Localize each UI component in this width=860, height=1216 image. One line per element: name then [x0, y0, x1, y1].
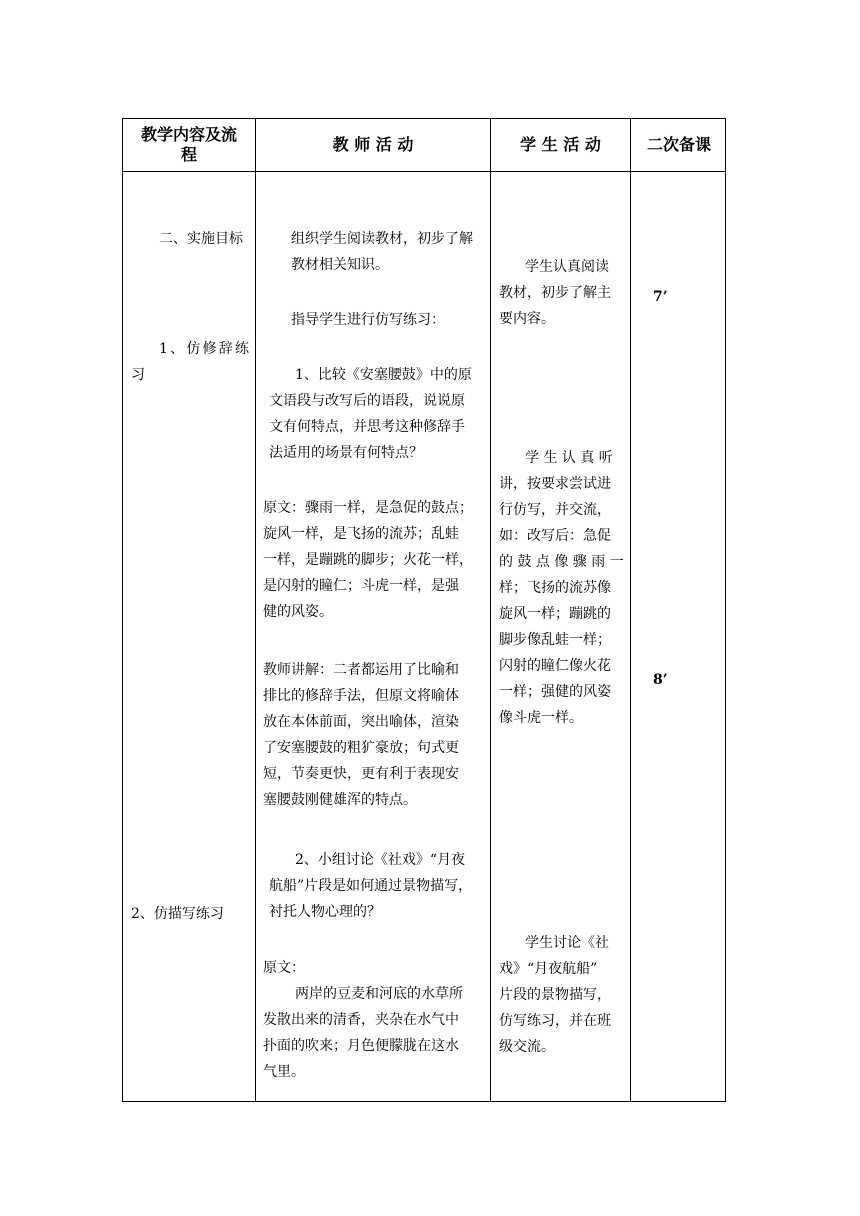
teacher-explain-line2: 排比的修辞手法，但原文将喻体	[263, 688, 459, 704]
teacher-q1-line4: 法适用的场景有何特点？	[269, 445, 423, 461]
teacher-q1-line2: 文语段与改写后的语段，说说原	[269, 393, 465, 409]
teacher-original-line3: 一样，是蹦跳的脚步；火花一样，	[263, 552, 473, 568]
header-content-flow	[123, 119, 255, 171]
teacher-explain-line1: 教师讲解：二者都运用了比喻和	[263, 662, 459, 678]
student-c-line4: 仿写练习，并在班	[499, 1013, 611, 1029]
student-a-line1: 学生认真阅读	[525, 259, 609, 275]
section-rhetoric-practice-line1: 1 、 仿 修 辞 练	[159, 341, 249, 357]
student-b-line10: 一样；强健的风姿	[499, 684, 611, 700]
section-description-practice: 2、仿描写练习	[131, 906, 224, 922]
teacher-original2-line4: 气里。	[263, 1064, 305, 1080]
student-b-line3: 行仿写，并交流，	[499, 502, 611, 518]
teacher-original2-label: 原文：	[263, 960, 305, 976]
student-b-line9: 闪射的瞳仁像火花	[499, 658, 611, 674]
student-c-line1: 学生讨论《社	[525, 935, 609, 951]
teacher-q2-line2: 航船”片段是如何通过景物描写，	[269, 878, 473, 894]
teacher-q1-line3: 文有何特点，并思考这种修辞手	[269, 419, 465, 435]
student-c-line5: 级交流。	[499, 1039, 555, 1055]
student-b-line8: 脚步像乱蛙一样；	[499, 632, 611, 648]
header-divider	[123, 171, 725, 172]
student-b-line2: 讲，按要求尝试进	[499, 476, 611, 492]
column-divider	[630, 119, 631, 1101]
student-b-line1: 学 生 认 真 听	[525, 450, 613, 466]
student-b-line11: 像斗虎一样。	[499, 710, 583, 726]
student-c-line3: 片段的景物描写，	[499, 987, 611, 1003]
teacher-explain-line4: 了安塞腰鼓的粗犷豪放；句式更	[263, 740, 459, 756]
header-second-prep: 二次备课	[646, 135, 711, 154]
teacher-explain-line5: 短，节奏更快，更有利于表现安	[263, 766, 459, 782]
teacher-original-line4: 是闪射的瞳仁；斗虎一样，是强	[263, 578, 459, 594]
time-note-1: 7’	[653, 289, 668, 305]
teacher-q1-line1: 1、比较《安塞腰鼓》中的原	[295, 367, 472, 383]
student-a-line2: 教材，初步了解主	[499, 285, 611, 301]
teacher-original-line1: 原文：骤雨一样，是急促的鼓点；	[263, 500, 473, 516]
teacher-explain-line6: 塞腰鼓刚健雄浑的特点。	[263, 792, 417, 808]
student-b-line6: 样；飞扬的流苏像	[499, 580, 611, 596]
time-note-2: 8’	[653, 672, 668, 688]
lesson-plan-table	[122, 118, 726, 1102]
header-teacher-activity: 教 师 活 动	[332, 135, 414, 154]
teacher-explain-line3: 放在本体前面，突出喻体，渲染	[263, 714, 459, 730]
teacher-intro-line2: 教材相关知识。	[291, 257, 389, 273]
teacher-original-line2: 旋风一样，是飞扬的流苏；乱蛙	[263, 526, 459, 542]
student-b-line4: 如：改写后：急促	[499, 528, 611, 544]
teacher-q2-line3: 衬托人物心理的？	[269, 904, 381, 920]
column-divider	[255, 119, 256, 1101]
teacher-original-line5: 健的风姿。	[263, 604, 333, 620]
teacher-q2-line1: 2、小组讨论《社戏》“月夜	[295, 852, 466, 868]
header-student-activity: 学 生 活 动	[520, 135, 601, 154]
teacher-guide: 指导学生进行仿写练习：	[291, 312, 445, 328]
teacher-original2-line2: 发散出来的清香，夹杂在水气中	[263, 1012, 459, 1028]
student-c-line2: 戏》“月夜航船”	[499, 961, 598, 977]
student-b-line5: 的 鼓 点 像 骤 雨 一	[499, 554, 624, 570]
section-rhetoric-practice-line2: 习	[131, 367, 145, 383]
student-a-line3: 要内容。	[499, 311, 555, 327]
header-content-flow-line1: 教学内容及流	[140, 125, 237, 144]
teacher-intro-line1: 组织学生阅读教材，初步了解	[291, 231, 473, 247]
student-b-line7: 旋风一样；蹦跳的	[499, 606, 611, 622]
teacher-original2-line1: 两岸的豆麦和河底的水草所	[295, 986, 463, 1002]
section-implementation-goal: 二、实施目标	[159, 231, 243, 247]
column-divider	[490, 119, 491, 1101]
header-content-flow-line2: 程	[180, 145, 197, 164]
teacher-original2-line3: 扑面的吹来；月色便朦胧在这水	[263, 1038, 459, 1054]
